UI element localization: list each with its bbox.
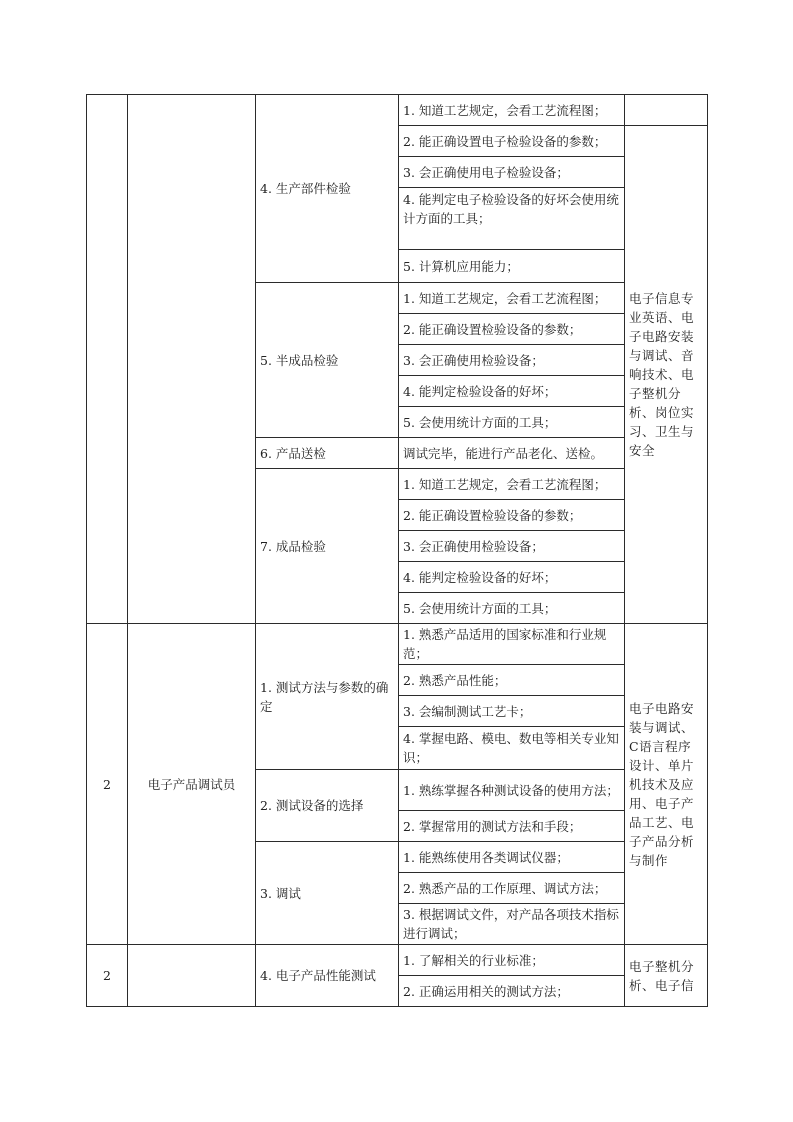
requirement-cell: 1. 熟悉产品适用的国家标准和行业规范； [399,624,625,665]
job-task-table [86,94,708,1007]
task-cell: 3. 调试 [256,842,399,945]
number-cell: 2 [87,945,128,1007]
requirement-cell: 4. 能判定电子检验设备的好坏会使用统计方面的工具； [399,188,625,250]
requirement-cell: 1. 知道工艺规定，会看工艺流程图； [399,283,625,314]
table-row [87,95,708,126]
task-cell: 7. 成品检验 [256,469,399,624]
requirement-cell: 4. 能判定检验设备的好坏； [399,376,625,407]
course-cell: 电子信息专业英语、电子电路安装与调试、音响技术、电子整机分析、岗位实习、卫生与安全 [625,126,708,624]
requirement-cell: 1. 熟练掌握各种测试设备的使用方法； [399,770,625,811]
requirement-cell: 2. 能正确设置检验设备的参数； [399,500,625,531]
task-cell: 5. 半成品检验 [256,283,399,438]
requirement-cell: 2. 熟悉产品的工作原理、调试方法； [399,873,625,904]
requirement-cell: 4. 能判定检验设备的好坏； [399,562,625,593]
course-cell: 电子电路安装与调试、C语言程序设计、单片机技术及应用、电子产品工艺、电子产品分析与制作 [625,624,708,945]
task-cell: 2. 测试设备的选择 [256,770,399,842]
requirement-cell: 3. 会编制测试工艺卡； [399,696,625,727]
requirement-cell: 3. 会正确使用电子检验设备； [399,157,625,188]
requirement-cell: 3. 会正确使用检验设备； [399,531,625,562]
job-cell [128,945,256,1007]
requirement-cell: 3. 会正确使用检验设备； [399,345,625,376]
number-cell [87,95,128,624]
requirement-cell: 2. 掌握常用的测试方法和手段； [399,811,625,842]
requirement-cell: 1. 能熟练使用各类调试仪器； [399,842,625,873]
requirement-cell: 1. 了解相关的行业标准； [399,945,625,976]
requirement-cell: 4. 掌握电路、模电、数电等相关专业知识； [399,727,625,770]
task-cell: 1. 测试方法与参数的确定 [256,624,399,770]
table-row [87,624,708,665]
requirement-cell: 2. 能正确设置检验设备的参数； [399,314,625,345]
requirement-cell: 5. 计算机应用能力； [399,250,625,283]
requirement-cell: 2. 正确运用相关的测试方法； [399,976,625,1007]
task-cell: 6. 产品送检 [256,438,399,469]
requirement-cell: 3. 根据调试文件，对产品各项技术指标进行调试； [399,904,625,945]
job-cell [128,95,256,624]
table-row [87,945,708,976]
course-cell-empty [625,95,708,126]
number-cell: 2 [87,624,128,945]
course-cell: 电子整机分析、电子信 [625,945,708,1007]
requirement-cell: 2. 熟悉产品性能； [399,665,625,696]
task-cell: 4. 电子产品性能测试 [256,945,399,1007]
requirement-cell: 1. 知道工艺规定，会看工艺流程图； [399,469,625,500]
task-cell: 4. 生产部件检验 [256,95,399,283]
requirement-cell: 5. 会使用统计方面的工具； [399,593,625,624]
requirement-cell: 调试完毕，能进行产品老化、送检。 [399,438,625,469]
requirement-cell: 1. 知道工艺规定，会看工艺流程图； [399,95,625,126]
job-cell: 电子产品调试员 [128,624,256,945]
requirement-cell: 2. 能正确设置电子检验设备的参数； [399,126,625,157]
requirement-cell: 5. 会使用统计方面的工具； [399,407,625,438]
